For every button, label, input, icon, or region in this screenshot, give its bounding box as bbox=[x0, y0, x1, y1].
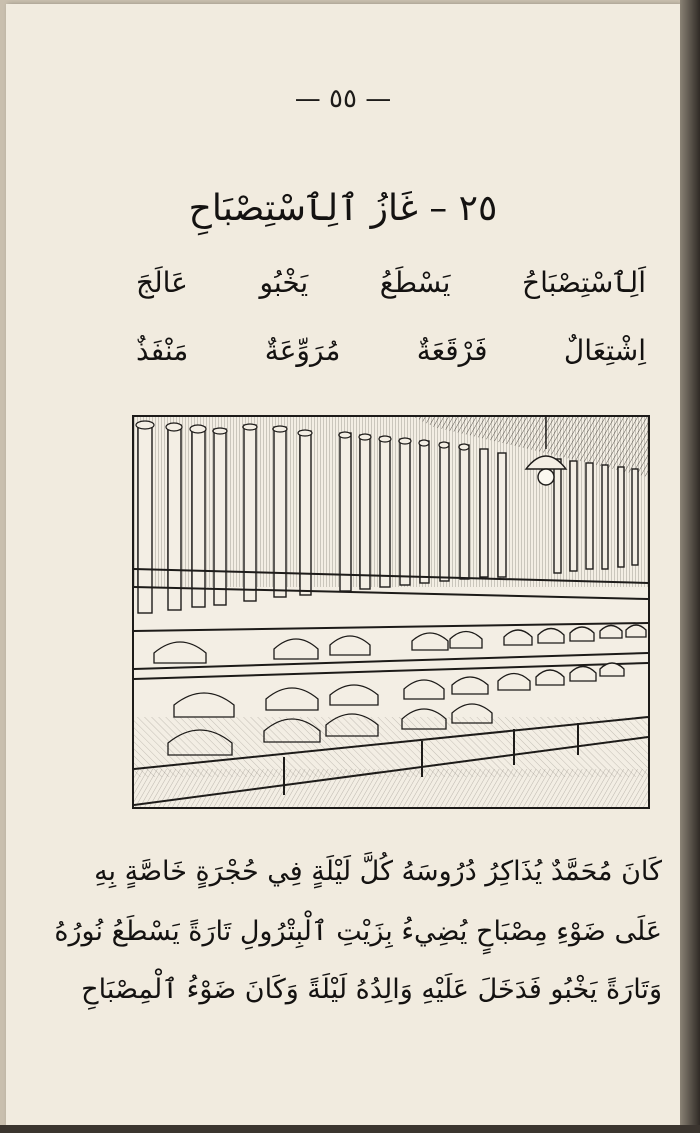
vocabulary-row-1 bbox=[136, 266, 646, 299]
vocab-word: مُرَوِّعَةٌ bbox=[264, 334, 341, 367]
book-bottom-shadow bbox=[0, 1125, 700, 1133]
gas-retort-house-illustration bbox=[132, 415, 650, 809]
body-text-line: كَانَ مُحَمَّدٌ يُذَاكِرُ دُرُوسَهُ كُلَّ لَيْلَةٍ فِي حُجْرَةٍ خَاصَّةٍ بِهِ bbox=[94, 856, 662, 887]
body-text-line: وَتَارَةً يَخْبُو فَدَخَلَ عَلَيْهِ وَالِدُهُ لَيْلَةً وَكَانَ ضَوْءُ ٱلْمِصْبَاحِ bbox=[81, 974, 662, 1005]
book-edge-shadow bbox=[680, 0, 700, 1133]
vocab-word: مَنْفَذٌ bbox=[136, 334, 189, 367]
vocabulary-row-2 bbox=[136, 334, 646, 367]
engraving-image bbox=[134, 417, 648, 807]
vocab-word: يَسْطَعُ bbox=[379, 266, 451, 299]
page-number: — ٥٥ — bbox=[294, 84, 392, 114]
body-text-line: عَلَى ضَوْءِ مِصْبَاحٍ يُضِيءُ بِزَيْتِ ٱلْبِتْرُولِ تَارَةً يَسْطَعُ نُورُهُ bbox=[54, 916, 662, 947]
vocab-word: اَلِٱسْتِصْبَاحُ bbox=[522, 266, 646, 299]
book-page bbox=[6, 4, 680, 1126]
vocab-word: عَالَجَ bbox=[136, 266, 188, 299]
vocab-word: فَرْقَعَةٌ bbox=[416, 334, 488, 367]
vocab-word: يَخْبُو bbox=[259, 266, 309, 299]
vocab-word: اِشْتِعَالٌ bbox=[563, 334, 646, 367]
lesson-title: ٢٥ – غَازُ ٱلِٱسْتِصْبَاحِ bbox=[188, 188, 498, 229]
